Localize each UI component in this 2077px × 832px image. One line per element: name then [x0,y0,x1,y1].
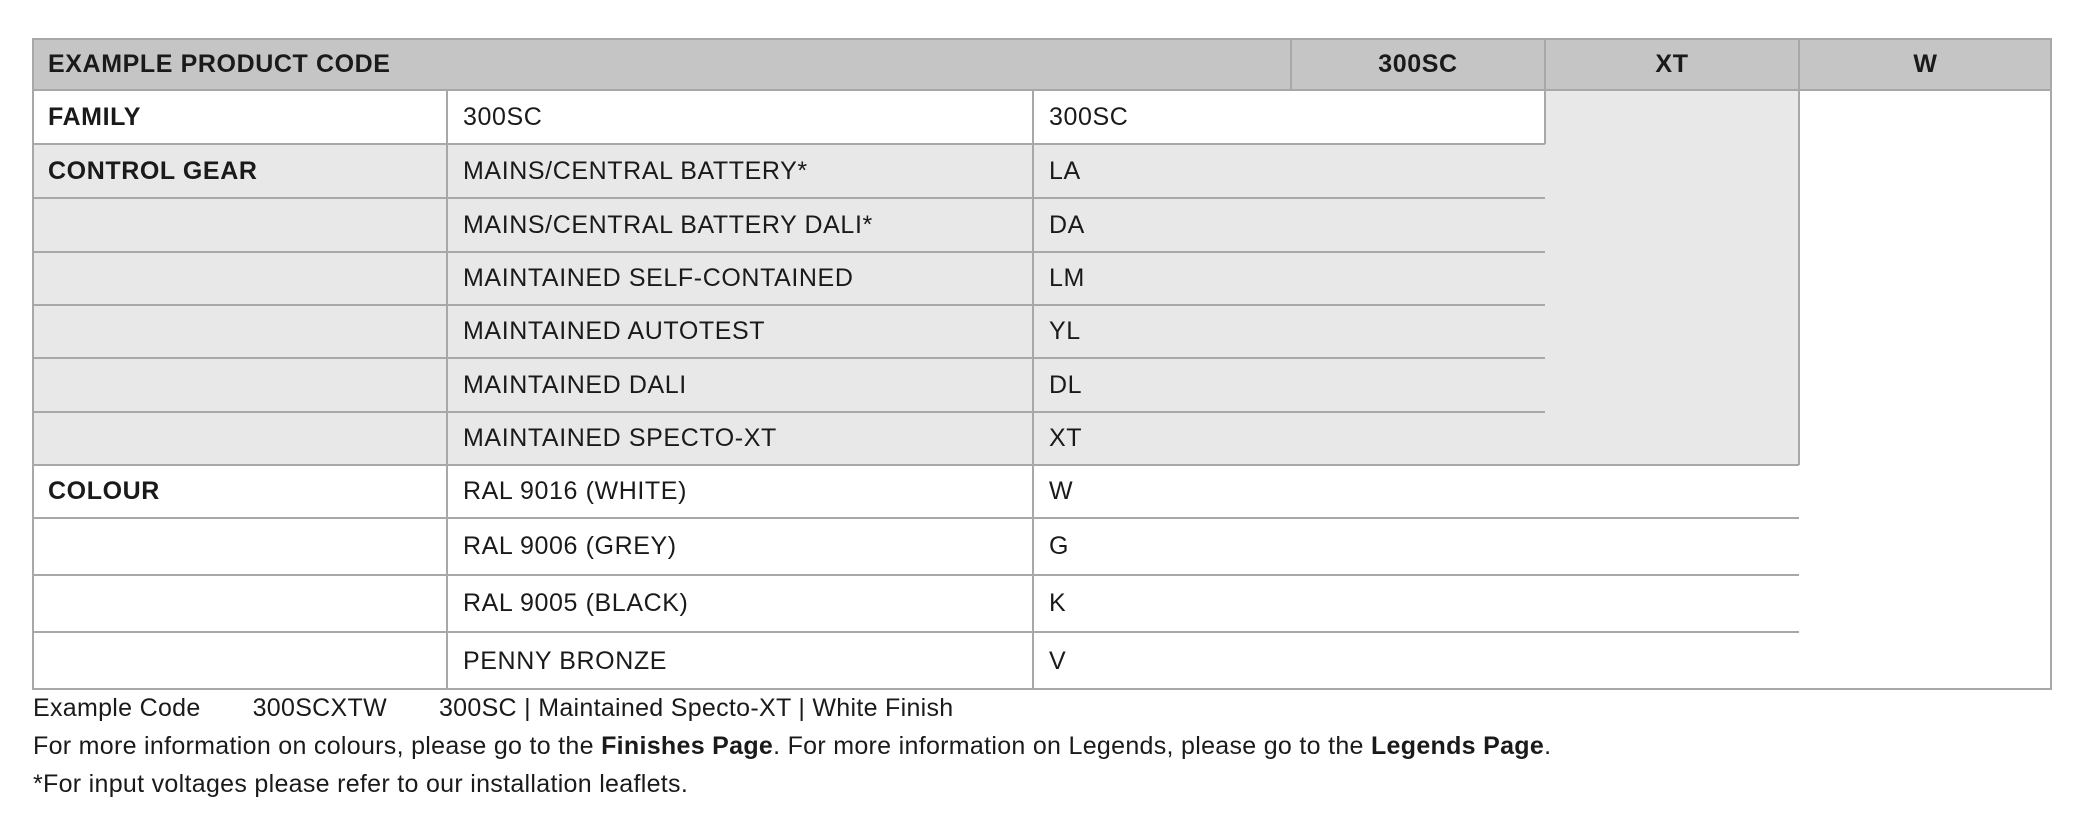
grid-line [1544,38,1546,144]
legends-page-link[interactable]: Legends Page [1370,732,1545,760]
row-code: V [1049,646,1067,675]
grid-line [32,464,1799,466]
grid-line [32,631,1799,633]
row-option: MAINS/CENTRAL BATTERY* [463,156,808,185]
example-code-value: 300SCXTW [252,694,387,722]
row-option: RAL 9016 (WHITE) [463,477,688,505]
grid-line [32,38,2052,40]
grid-line [1290,38,1292,90]
row-code: 300SC [1049,102,1129,131]
grid-line [32,517,1799,519]
header-family-code: 300SC [1291,38,1545,90]
row-group-control-gear: CONTROL GEAR [48,156,258,185]
grid-line [2050,38,2052,690]
grid-line [1032,90,1034,690]
row-group-colour: COLOUR [48,477,160,505]
gear-column-shade [1545,90,1799,465]
more-info-line [33,732,1551,761]
row-option: PENNY BRONZE [463,646,668,675]
row-code: YL [1049,317,1081,345]
grid-line [32,251,1545,253]
legends-info-text: . For more information on Legends, please go to the [773,732,1371,760]
row-option: MAINTAINED DALI [463,370,687,399]
grid-line [32,357,1545,359]
grid-line [32,688,2052,690]
row-option: MAINTAINED AUTOTEST [463,317,766,345]
row-code: DA [1049,210,1085,239]
row-option: 300SC [463,102,543,131]
header-title: EXAMPLE PRODUCT CODE [32,38,1291,90]
row-option: RAL 9006 (GREY) [463,532,677,560]
grid-line [32,304,1545,306]
grid-line [32,197,1545,199]
row-code: LM [1049,264,1085,292]
example-code-label: Example Code [33,694,201,722]
row-code: W [1049,477,1074,505]
row-code: XT [1049,424,1083,452]
product-code-table [32,38,2052,690]
row-option: MAINS/CENTRAL BATTERY DALI* [463,210,873,239]
row-option: MAINTAINED SELF-CONTAINED [463,264,854,292]
grid-line [446,90,448,690]
row-code: LA [1049,156,1081,185]
row-code: G [1049,532,1070,560]
legends-info-suffix: . [1544,732,1552,760]
header-colour-code: W [1799,38,2052,90]
row-group-family: FAMILY [48,102,141,131]
grid-line [32,411,1545,413]
example-code-description: 300SC | Maintained Specto-XT | White Finish [438,694,954,722]
header-gear-code: XT [1545,38,1799,90]
row-code: K [1049,589,1067,617]
row-option: MAINTAINED SPECTO-XT [463,424,777,452]
voltage-note: *For input voltages please refer to our installation leaflets. [33,770,689,798]
finishes-page-link[interactable]: Finishes Page [601,732,774,760]
colours-info-text: For more information on colours, please go to the [33,732,602,760]
grid-line [32,574,1799,576]
example-code-line [33,694,954,723]
grid-line [32,143,1545,145]
grid-line [32,89,2052,91]
row-option: RAL 9005 (BLACK) [463,589,689,617]
grid-line [1798,38,1800,465]
grid-line [32,38,34,690]
row-code: DL [1049,370,1083,399]
